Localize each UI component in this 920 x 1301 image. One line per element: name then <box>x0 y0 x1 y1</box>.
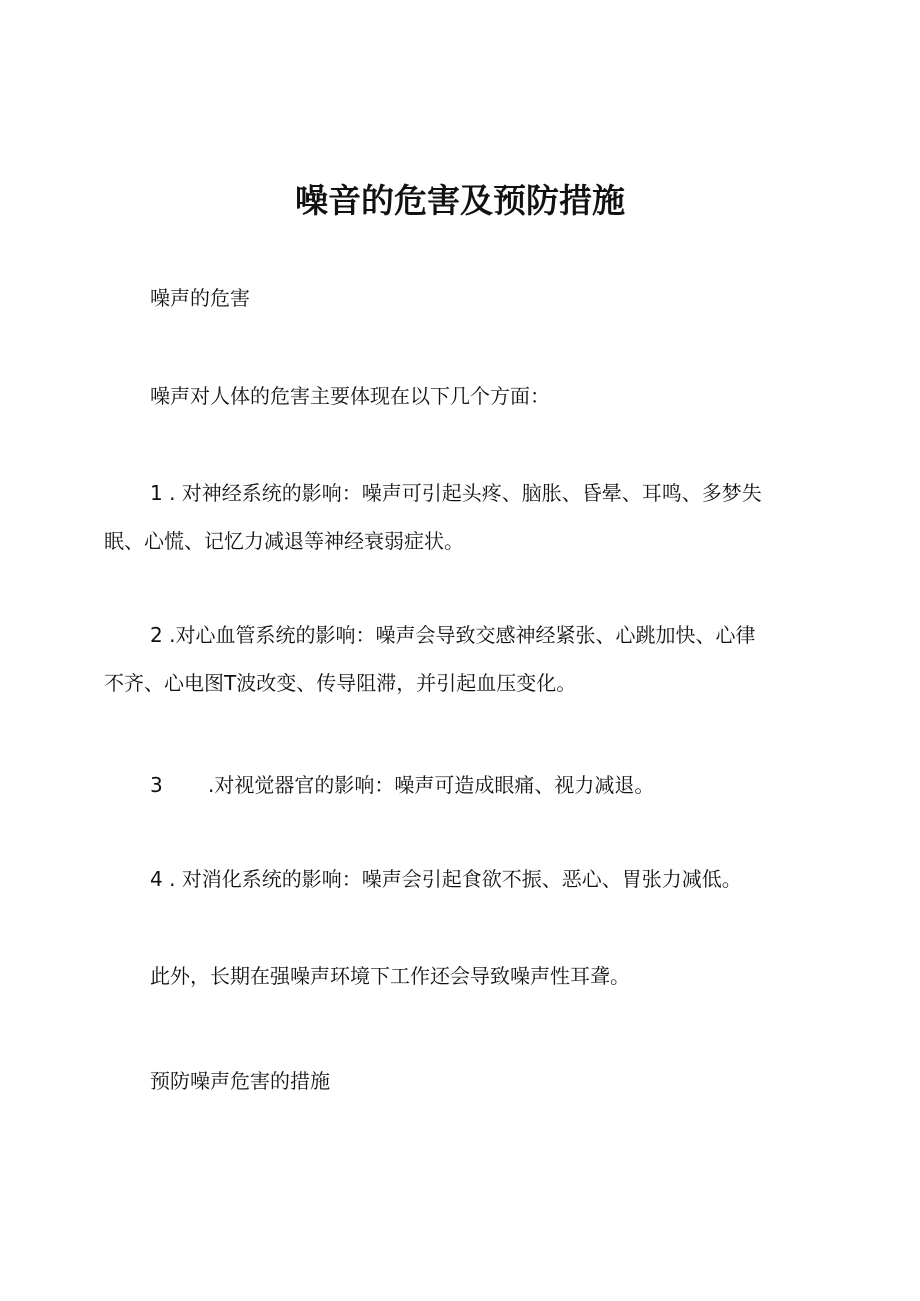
list-item-text: . 对消化系统的影响：噪声会引起食欲不振、恶心、胃张力减低。 <box>162 867 742 891</box>
list-item-number: 3 <box>150 773 163 797</box>
list-item-text: .对心血管系统的影响：噪声会导致交感神经紧张、心跳加快、心律 <box>162 623 756 647</box>
intro-paragraph: 噪声对人体的危害主要体现在以下几个方面： <box>150 384 550 408</box>
document-title: 噪音的危害及预防措施 <box>295 181 625 220</box>
list-item-number: 2 <box>150 623 163 647</box>
list-item-number: 4 <box>150 867 163 891</box>
additional-paragraph: 此外，长期在强噪声环境下工作还会导致噪声性耳聋。 <box>150 964 630 988</box>
list-item-text: .对视觉器官的影响：噪声可造成眼痛、视力减退。 <box>208 773 655 797</box>
list-item-text: . 对神经系统的影响：噪声可引起头疼、脑胀、昏晕、耳鸣、多梦失 <box>162 481 762 505</box>
section-heading-prevention: 预防噪声危害的措施 <box>150 1069 330 1093</box>
list-item-text-continued: 眠、心慌、记忆力减退等神经衰弱症状。 <box>104 529 464 553</box>
list-item-text-continued: 不齐、心电图T波改变、传导阻滞，并引起血压变化。 <box>104 671 577 695</box>
list-item-number: 1 <box>150 481 163 505</box>
section-heading-hazards: 噪声的危害 <box>150 286 250 310</box>
